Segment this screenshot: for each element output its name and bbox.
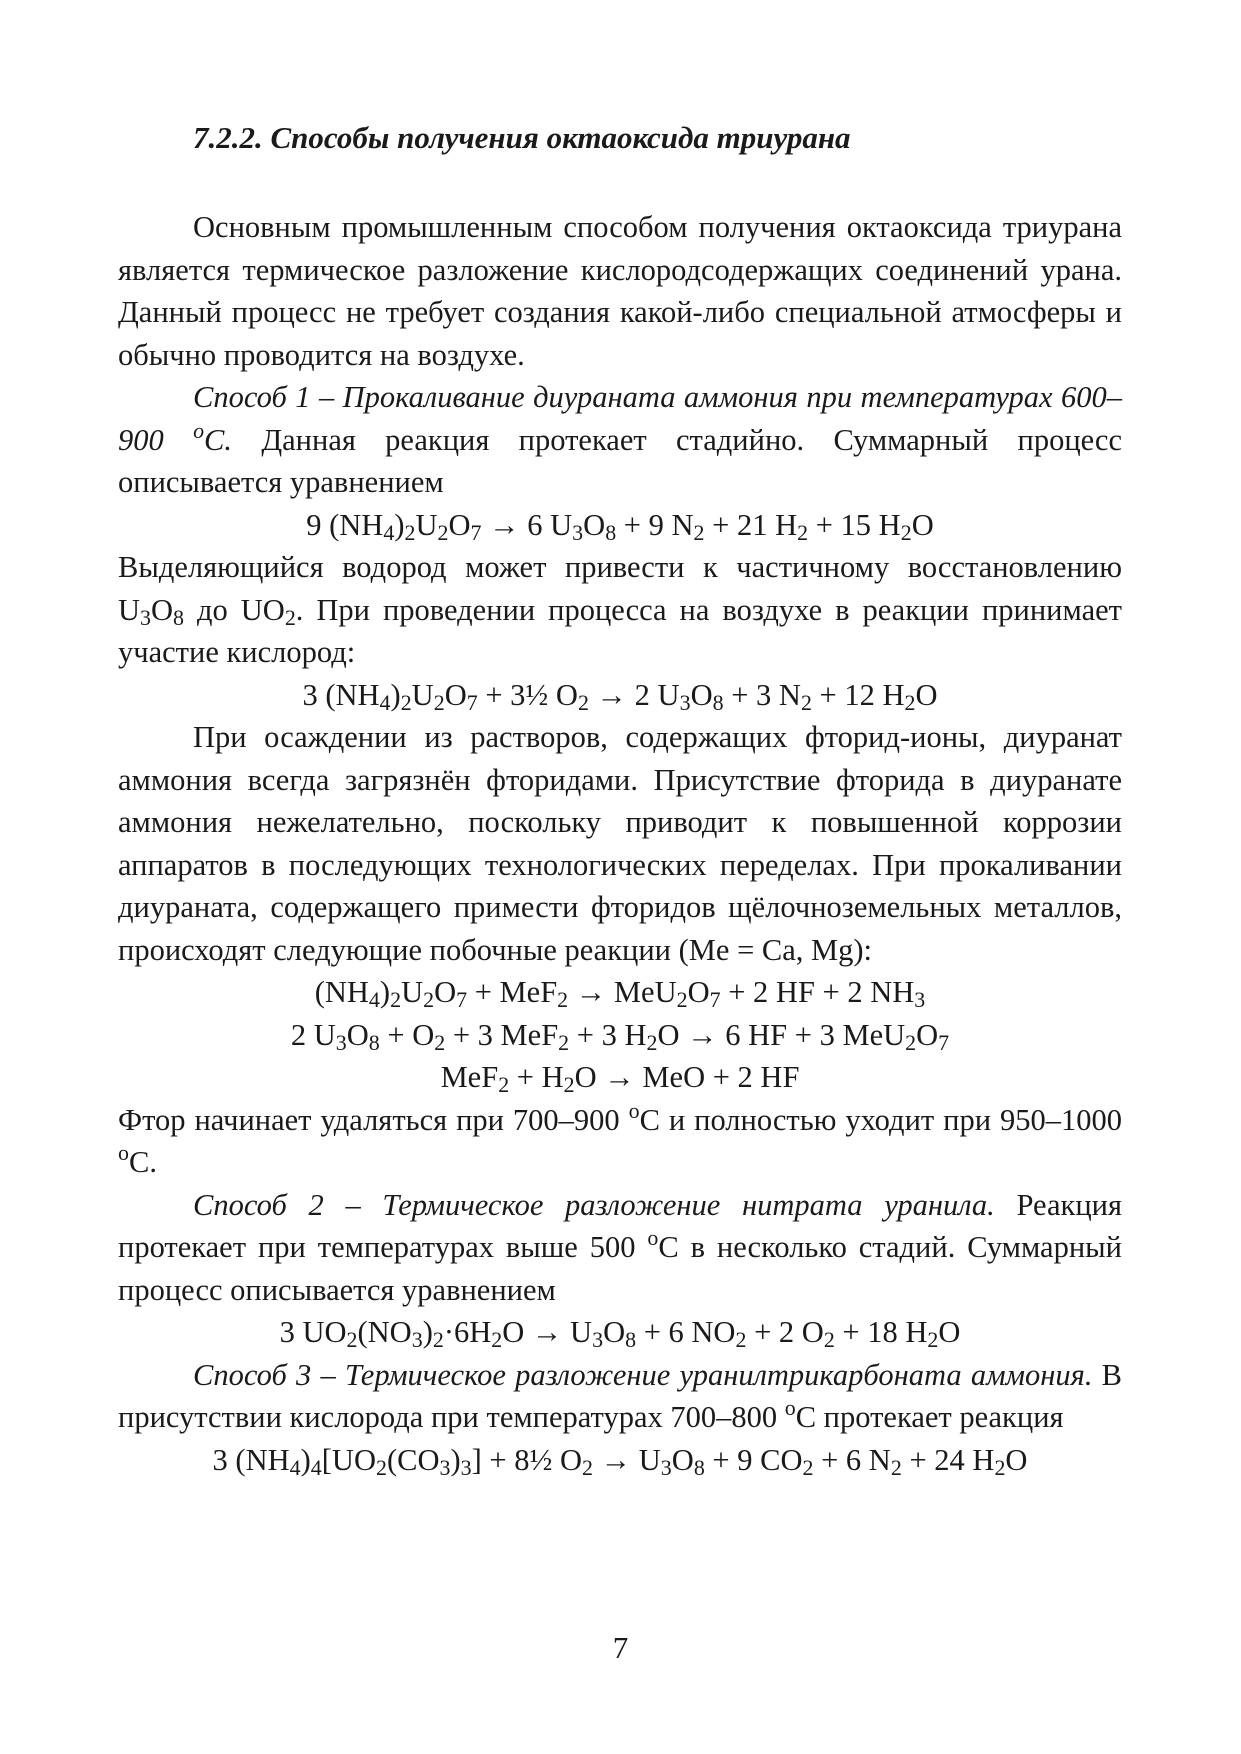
method2-title: Способ 2 – Термическое разложение нитрата уранила. [193,1187,995,1222]
method2-paragraph: Способ 2 – Термическое разложение нитрата уранила. Реакция протекает при температурах выше 500 $^o$С в несколько стадий. Суммарный процесс описывается уравнением [118,1187,1122,1307]
page-content [118,118,1122,1481]
equation-6: 3 $UO_2(NO_3)_2\cdot 6H_2O \to U_3O_8 + 6$ $NO_2 + 2$ $O_2 + 18$ $H_2O$ [279,1315,961,1352]
hydrogen-paragraph: Выделяющийся водород может привести к частичному восстановлению $U_3O_8$ до $UO_2$. При проведении процесса на воздухе в реакции принимает участие кислород: [118,550,1122,669]
method3-paragraph: Способ 3 – Термическое разложение уранилтрикарбоната аммония. В присутствии кислорода при температурах 700–800 $^o$С протекает реакция [118,1357,1123,1434]
intro-paragraph: Основным промышленным способом получения октаоксида триурана является термическое разложение кислородсодержащих соединений урана. Данный процесс не требует создания какой-либо специальной атмосферы и обычно проводится на воздухе. [118,210,1122,372]
method3-title: Способ 3 – Термическое разложение уранилтрикарбоната аммония. [193,1357,1093,1392]
page-number: 7 [612,1630,629,1665]
fluorine-removal-paragraph: Фтор начинает удаляться при 700–900 $^o$С и полностью уходит при 950–1000 $^o$С. [118,1097,1122,1179]
equation-1: 9 $(NH_4)_2U_2O_7 \to 6$ $U_3O_8 + 9$ $N_2 + 21$ $H_2 + 15$ $H_2O$ [306,507,934,545]
method1-text: Данная реакция протекает стадийно. Суммарный процесс описывается уравнением [118,422,1123,499]
equation-5: $MeF_2 + H_2O$ → MeO + 2 HF [440,1060,800,1097]
section-heading: 7.2.2. Способы получения октаоксида триурана [193,120,851,155]
equation-7: 3 $(NH_4)_4[UO_2(CO_3)_3]$ + 8½ $O_2 \to U_3O_8 + 9$ $CO_2 + 6$ $N_2 + 24$ $H_2O$ [212,1442,1028,1480]
equation-2: 3 $(NH_4)_2U_2O_7$ + 3½ $O_2 \to 2$ $U_3O_8 + 3$ $N_2 + 12$ $H_2O$ [302,677,938,715]
method1-title: Способ 1 – Прокаливание диураната аммония при температурах 600–900 $^o$С. [118,380,1122,457]
method1-paragraph [118,376,1122,504]
equation-4: 2 $U_3O_8 + O_2 + 3$ MeF$_2$ + 3 $H_2O \to 6$ HF + 3 $MeU_2O_7$ [290,1017,950,1055]
fluoride-paragraph: При осаждении из растворов, содержащих фторид-ионы, диуранат аммония всегда загрязнён фторидами. Присутствие фторида в диуранате аммония нежелательно, поскольку приводит к повышенной коррозии аппаратов в последующих технологических переделах. При прокаливании диураната, содержащего примести фторидов щёлочноземельных металлов, происходят следующие побочные реакции (Me = Ca, Mg): [118,720,1122,967]
equation-3: $(NH_4)_2U_2O_7 + MeF_2 \to MeU_2O_7 + 2$ HF + 2 $NH_3$ [314,975,926,1012]
